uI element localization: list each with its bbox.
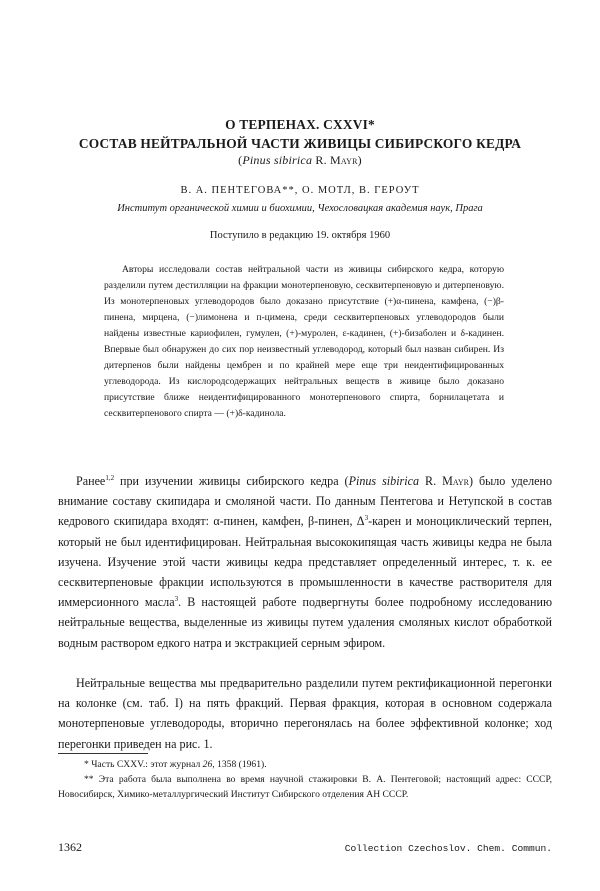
title-series: О ТЕРПЕНАХ. CXXVI* [225,117,375,132]
abstract [104,262,504,422]
species-author-initial: R. [315,153,327,167]
text-run: -карен и моноциклический терпен, который не был идентифицирован. Нейтральная высококипящая часть живицы кедра не была изучена. Изучение этой части живицы кедра представляет определенный интерес, т. к. ее сесквитерпеновые фракции используются в промышленности в качестве растворителя для иммерсионного масла [58,514,552,610]
institution: Институт органической химии и биохимии, Чехословацкая академия наук, Прага [117,203,483,214]
species-latin: Pinus sibirica [242,153,313,167]
text-run: . В настоящей работе подвергнуты более подробному исследованию нейтральные вещества, выделенные из живицы путем удаления смоляных кислот обработкой водным раствором едкого натра и экстракцией серным эфиром. [58,595,552,650]
body-paragraph-1 [58,471,552,653]
footnote-1 [58,757,552,772]
footnote-2 [58,772,552,802]
footnote-divider [58,753,148,754]
journal-name: Collection Czechoslov. Chem. Commun. [344,843,552,854]
reference-superscript: 3 [174,595,179,604]
text-run: R. [419,474,443,488]
paragraph-text: Нейтральные вещества мы предварительно разделили путем ректификационной перегонки на колонке (см. таб. I) на пять фракций. Первая фракция, которая в основном содержала монотерпеновые углеводороды, вторично перегонялась на более эффективной колонке; ход перегонки приведен на рис. 1. [58,676,552,751]
latin-name: Pinus sibirica [348,474,420,488]
page-title: СОСТАВ НЕЙТРАЛЬНОЙ ЧАСТИ ЖИВИЦЫ СИБИРСКОГО КЕДРА [78,136,522,151]
species-subtitle: (Pinus sibirica R. Mayr) [238,153,362,167]
text-run: при изучении живицы сибирского кедра ( [114,474,349,488]
page-number: 1362 [58,840,82,854]
reference-superscript: 1,2 [105,473,115,482]
text-run: ) было уделено внимание составу скипидара и смоляной части. По данным Пентегова и Нетупской в состав кедрового скипидара входят: α-пинен, камфен, β-пинен, Δ [58,474,553,529]
text-run: * Часть CXXV.: этот журнал [84,759,203,770]
footnote-text: ** Эта работа была выполнена во время научной стажировки В. А. Пентеговой; настоящий адрес: СССР, Новосибирск, Химико-металлургический Институт Сибирского отделения АН СССР. [58,774,552,801]
text-run: , 1358 (1961). [212,759,267,770]
volume-number: 26 [202,759,213,770]
species-author-name: Mayr [329,153,358,167]
text-run: Ранее [76,474,106,488]
delta-superscript: 3 [364,514,369,523]
body-paragraph-2 [58,673,552,754]
author-name: Mayr [442,474,469,488]
abstract-text: Авторы исследовали состав нейтральной части из живицы сибирского кедра, которую разделили путем дестилляции на фракции монотерпеновую, сесквитерпеновую и дитерпеновую. Из монотерпеновых углеводородов было доказано присутствие (+)α-пинена, камфена, (−)β-пинена, мирцена, (−)лимонена и п-цимена, среди сесквитерпеновых углеводородов были найдены известные кариофилен, гумулен, (+)-муролен, ε-кадинен, (+)-бизаболен и δ-кадинен. Впервые был обнаружен до сих пор неизвестный углеводород, который был назван сибирен. Из дитерпенов были найдены цембрен и по крайней мере еще три неидентифицированных углеводорода. Из кислородсодержащих нейтральных веществ в живице было доказано присутствие ближе неидентифицированного монотерпенового спирта, борнилацетата и сесквитерпенового спирта — (+)δ-кадинола. [104,264,504,419]
authors: В. А. ПЕНТЕГОВА**, О. МОТЛ, В. ГЕРОУТ [180,185,420,196]
received-date: Поступило в редакцию 19. октября 1960 [209,230,391,241]
